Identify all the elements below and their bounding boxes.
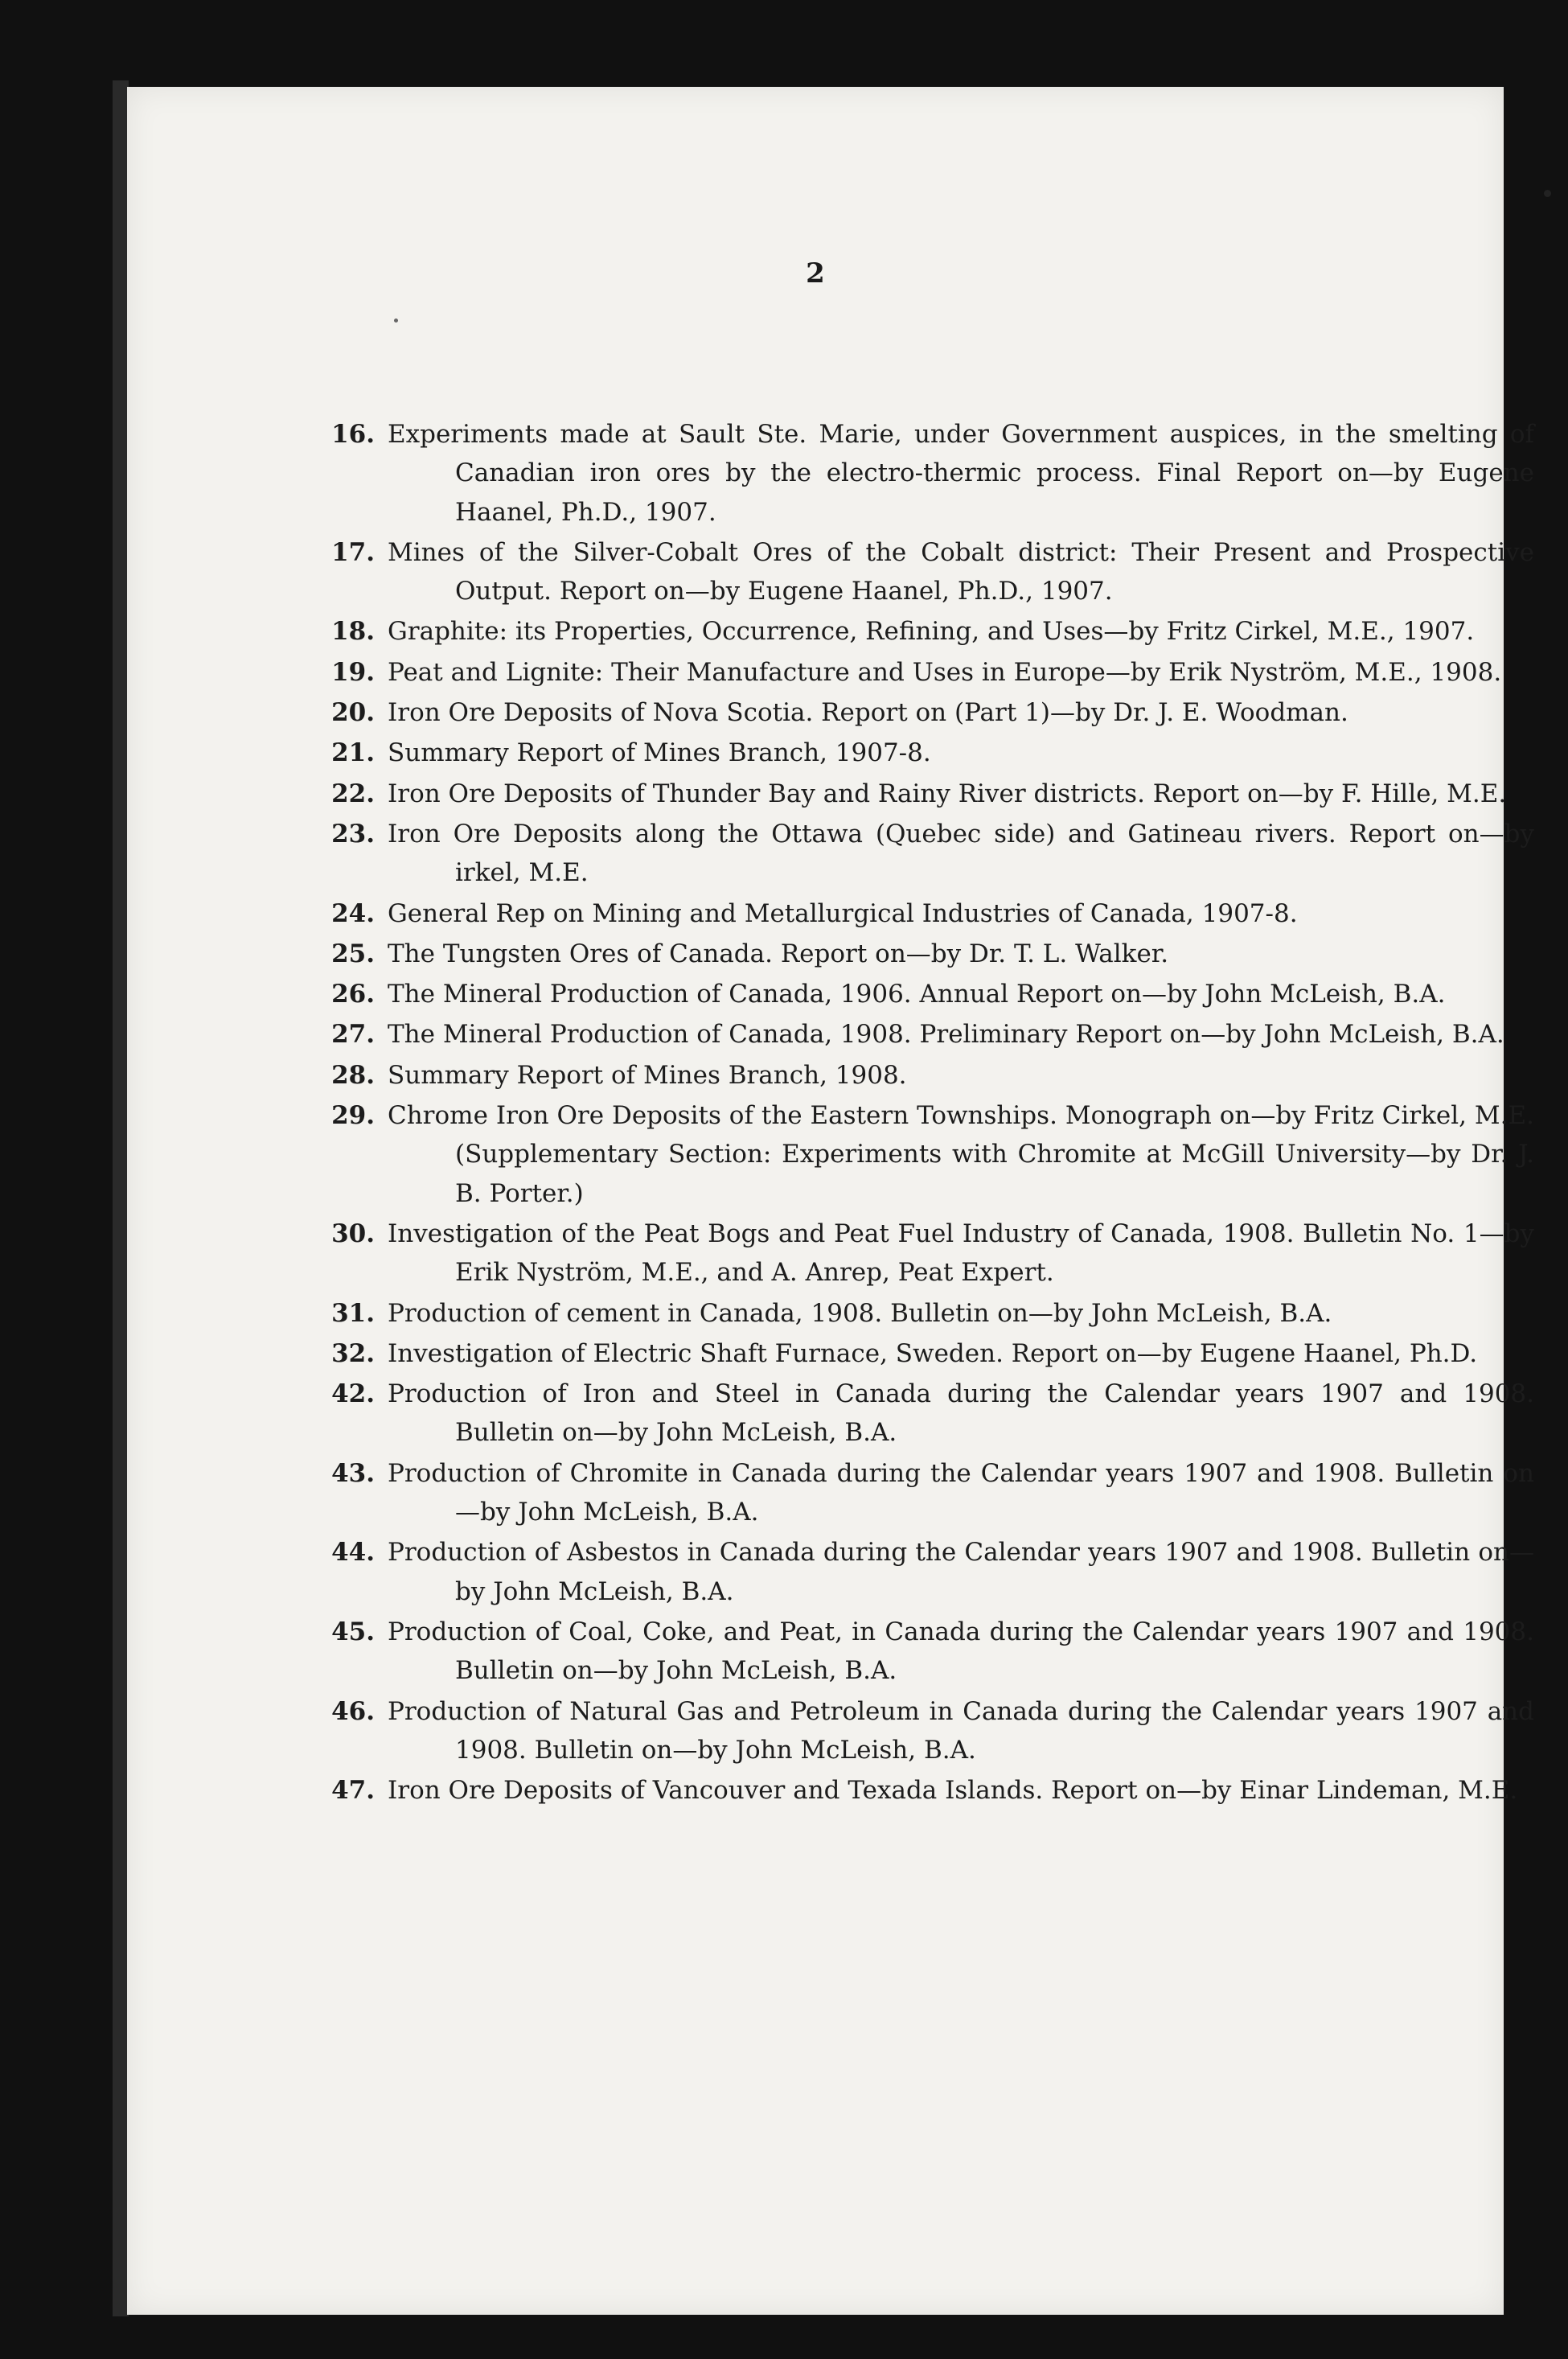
- item-number: 46.: [331, 1696, 375, 1726]
- list-item: [328, 415, 1534, 532]
- item-text: The Tungsten Ores of Canada. Report on—by Dr. T. L. Walker.: [388, 939, 1169, 968]
- item-text: Mines of the Silver-Cobalt Ores of the Cobalt district: Their Present and Prospective Output. Report on—by Eugene Haanel, Ph.D., 1907.: [388, 537, 1534, 606]
- list-item: [328, 975, 1534, 1013]
- item-number: 24.: [331, 898, 375, 928]
- list-item: [328, 1771, 1534, 1810]
- item-number: 26.: [331, 980, 375, 1009]
- ink-dot: [1544, 190, 1551, 197]
- item-text: The Mineral Production of Canada, 1906. Annual Report on—by John McLeish, B.A.: [388, 980, 1446, 1009]
- item-text: Production of Asbestos in Canada during the Calendar years 1907 and 1908. Bulletin on—by John McLeish, B.A.: [388, 1538, 1534, 1606]
- item-text: Iron Ore Deposits of Nova Scotia. Report on (Part 1)—by Dr. J. E. Woodman.: [388, 698, 1348, 728]
- item-number: 19.: [331, 657, 375, 687]
- item-number: 22.: [331, 779, 375, 808]
- item-number: 23.: [331, 819, 375, 849]
- item-text: General Rep on Mining and Metallurgical Industries of Canada, 1907-8.: [388, 898, 1298, 928]
- item-number: 45.: [331, 1617, 375, 1646]
- list-item: [328, 1056, 1534, 1095]
- scan-border: [113, 80, 129, 2316]
- item-text: Iron Ore Deposits of Thunder Bay and Rainy River districts. Report on—by F. Hille, M.E.: [388, 779, 1507, 808]
- item-text: Production of cement in Canada, 1908. Bulletin on—by John McLeish, B.A.: [388, 1298, 1332, 1328]
- document-page: [127, 87, 1534, 2315]
- item-number: 44.: [331, 1538, 375, 1568]
- item-number: 18.: [331, 617, 375, 647]
- item-text: Summary Report of Mines Branch, 1908.: [388, 1060, 907, 1090]
- list-item: [328, 612, 1534, 651]
- list-item: [328, 533, 1534, 611]
- item-number: 20.: [331, 698, 375, 728]
- list-item: [328, 935, 1534, 973]
- item-text: Experiments made at Sault Ste. Marie, under Government auspices, in the smelting of Canadian iron ores by the electro-thermic process. Final Report on—by Eugene Haanel, Ph.D., 1907.: [388, 420, 1534, 527]
- item-number: 32.: [331, 1338, 375, 1368]
- item-number: 30.: [331, 1219, 375, 1248]
- item-text: Iron Ore Deposits of Vancouver and Texada Islands. Report on—by Einar Lindeman, M.E.: [388, 1776, 1518, 1806]
- item-number: 28.: [331, 1060, 375, 1090]
- list-item: [328, 1613, 1534, 1691]
- item-number: 25.: [331, 939, 375, 968]
- item-text: Chrome Iron Ore Deposits of the Eastern Townships. Monograph on—by Fritz Cirkel, M.E. (Supplementary Section: Experiments with Chromite at McGill University—by Dr. J. B. Porter.): [388, 1101, 1534, 1208]
- item-text: The Mineral Production of Canada, 1908. Preliminary Report on—by John McLeish, B.A.: [388, 1020, 1504, 1050]
- list-item: [328, 1375, 1534, 1453]
- item-number: 42.: [331, 1379, 375, 1409]
- list-item: [328, 1454, 1534, 1532]
- item-text: Production of Coal, Coke, and Peat, in Canada during the Calendar years 1907 and 1908. Bulletin on—by John McLeish, B.A.: [388, 1617, 1534, 1686]
- item-number: 47.: [331, 1776, 375, 1806]
- item-number: 31.: [331, 1298, 375, 1328]
- item-text: Production of Iron and Steel in Canada during the Calendar years 1907 and 1908. Bulletin on—by John McLeish, B.A.: [388, 1379, 1534, 1448]
- list-item: [328, 894, 1534, 933]
- item-text: Production of Chromite in Canada during the Calendar years 1907 and 1908. Bulletin on—by John McLeish, B.A.: [388, 1458, 1534, 1527]
- item-number: 27.: [331, 1020, 375, 1050]
- list-item: [328, 1692, 1534, 1770]
- item-text: Summary Report of Mines Branch, 1907-8.: [388, 738, 931, 768]
- item-text: Investigation of Electric Shaft Furnace, Sweden. Report on—by Eugene Haanel, Ph.D.: [388, 1338, 1478, 1368]
- list-item: [328, 653, 1534, 692]
- item-number: 16.: [331, 420, 375, 449]
- list-item: [328, 1015, 1534, 1054]
- list-item: [328, 1214, 1534, 1293]
- list-item: [328, 734, 1534, 772]
- list-item: [328, 1334, 1534, 1373]
- list-item: [328, 693, 1534, 732]
- list-item: [328, 775, 1534, 813]
- item-text: Production of Natural Gas and Petroleum in Canada during the Calendar years 1907 and 1908. Bulletin on—by John McLeish, B.A.: [388, 1696, 1534, 1765]
- item-text: Peat and Lignite: Their Manufacture and Uses in Europe—by Erik Nyström, M.E., 1908.: [388, 657, 1502, 687]
- item-number: 17.: [331, 537, 375, 567]
- list-item: [328, 1294, 1534, 1333]
- ink-speck: [394, 319, 398, 323]
- page-number: 2: [806, 257, 825, 290]
- item-text: Graphite: its Properties, Occurrence, Refining, and Uses—by Fritz Cirkel, M.E., 1907.: [388, 617, 1475, 647]
- list-item: [328, 1533, 1534, 1611]
- publication-list: [328, 415, 1534, 1811]
- list-item: [328, 815, 1534, 893]
- item-number: 29.: [331, 1101, 375, 1131]
- item-text: Iron Ore Deposits along the Ottawa (Quebec side) and Gatineau rivers. Report on—by irkel, M.E.: [388, 819, 1534, 888]
- list-item: [328, 1096, 1534, 1213]
- item-number: 21.: [331, 738, 375, 768]
- item-text: Investigation of the Peat Bogs and Peat Fuel Industry of Canada, 1908. Bulletin No. 1—by Erik Nyström, M.E., and A. Anrep, Peat Expert.: [388, 1219, 1534, 1288]
- item-number: 43.: [331, 1458, 375, 1488]
